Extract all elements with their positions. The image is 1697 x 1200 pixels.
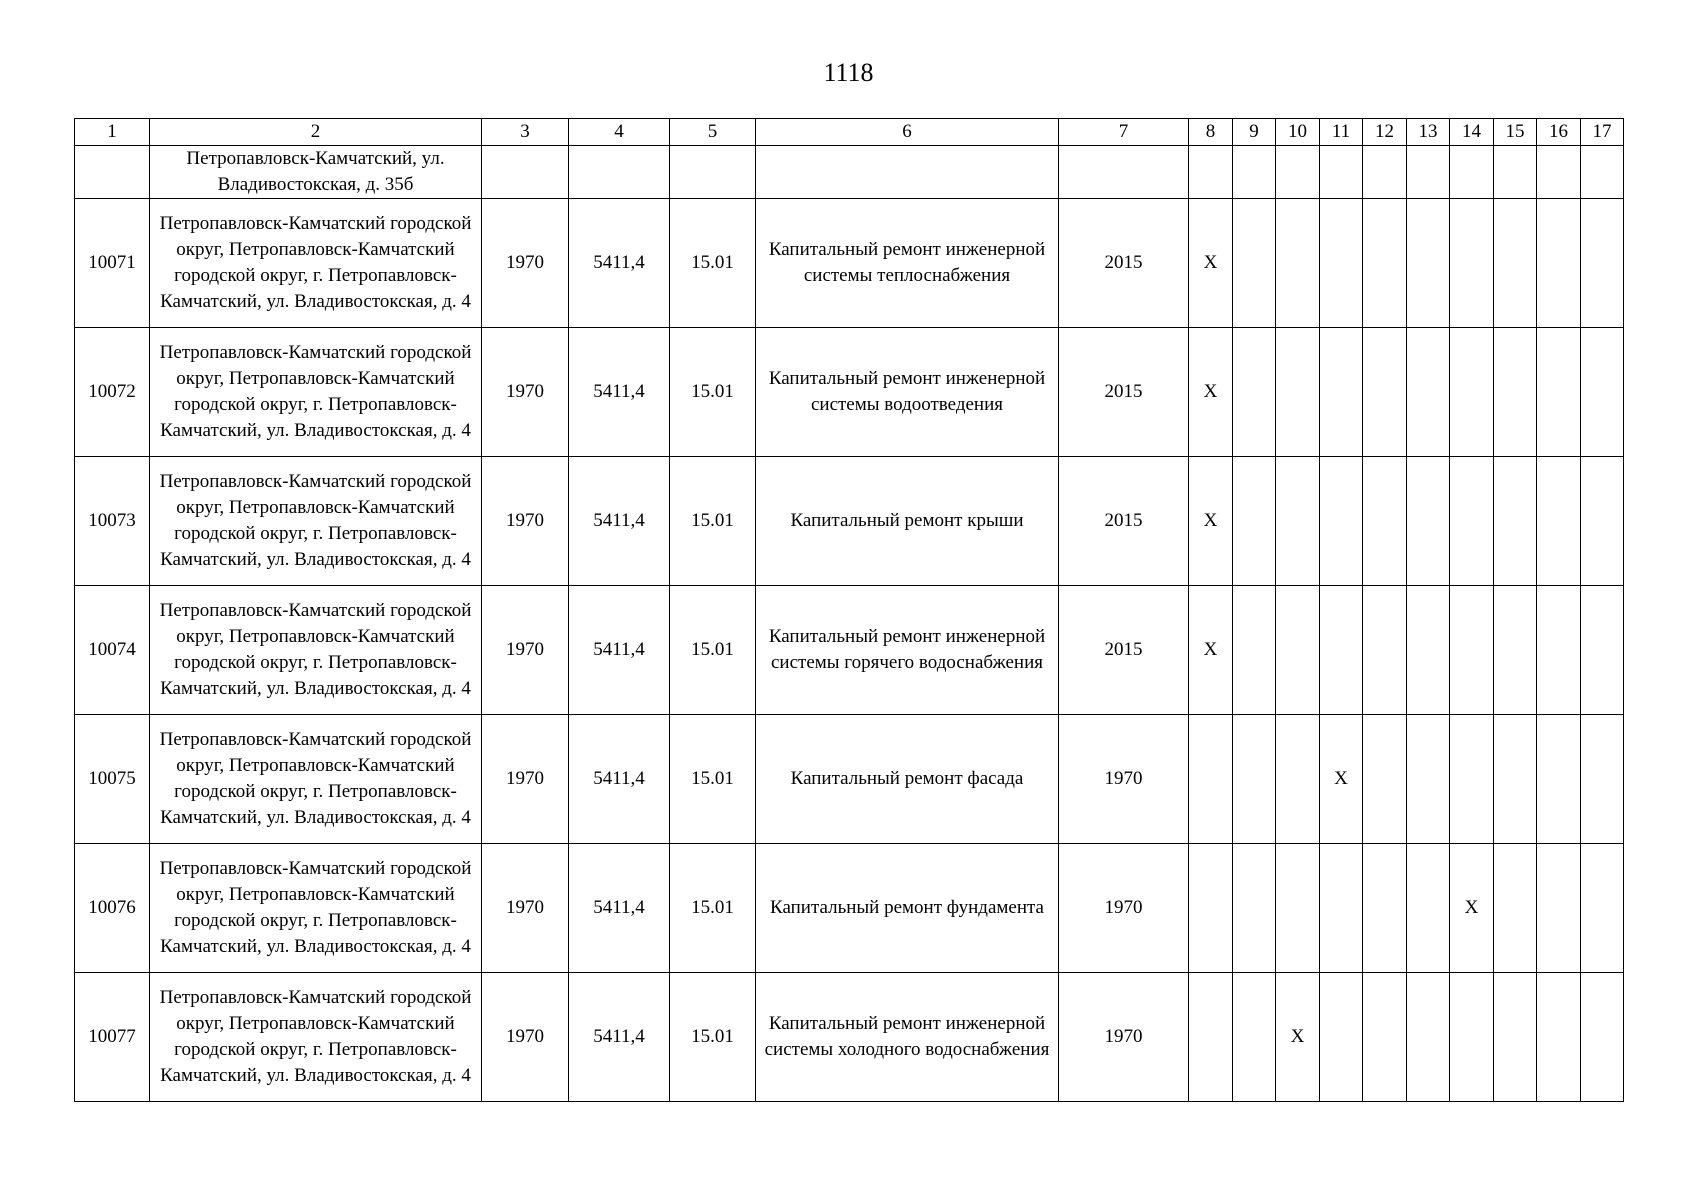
cell-id: 10077 <box>75 973 150 1102</box>
cell-year: 2015 <box>1059 199 1189 328</box>
column-header: 14 <box>1450 119 1494 146</box>
cell-mark-16 <box>1537 973 1581 1102</box>
cell-mark-9 <box>1233 457 1276 586</box>
cell-mark-11 <box>1320 457 1363 586</box>
cell-address: Петропавловск-Камчатский городской округ, Петропавловск-Камчатский городской округ, г. Петропавловск-Камчатский, ул. Владивостокская, д. 4 <box>150 328 482 457</box>
table-header <box>75 119 1624 146</box>
cell-work-type: Капитальный ремонт инженерной системы холодного водоснабжения <box>756 973 1059 1102</box>
cell-year: 1970 <box>1059 844 1189 973</box>
cell-year-built: 1970 <box>482 328 569 457</box>
column-header: 4 <box>569 119 670 146</box>
cell-mark-11 <box>1320 199 1363 328</box>
cell-mark-15 <box>1494 715 1537 844</box>
cell-empty <box>482 146 569 199</box>
cell-mark-8: X <box>1189 199 1233 328</box>
cell-mark-11 <box>1320 586 1363 715</box>
cell-empty <box>1494 146 1537 199</box>
cell-id: 10076 <box>75 844 150 973</box>
cell-address: Петропавловск-Камчатский городской округ, Петропавловск-Камчатский городской округ, г. Петропавловск-Камчатский, ул. Владивостокская, д. 4 <box>150 715 482 844</box>
cell-year-built: 1970 <box>482 586 569 715</box>
table-row <box>75 844 1624 973</box>
table-row <box>75 715 1624 844</box>
cell-area: 5411,4 <box>569 199 670 328</box>
cell-mark-12 <box>1363 199 1407 328</box>
page-number: 1118 <box>823 58 874 87</box>
cell-mark-13 <box>1407 844 1450 973</box>
column-header: 3 <box>482 119 569 146</box>
cell-mark-9 <box>1233 844 1276 973</box>
cell-year-built: 1970 <box>482 199 569 328</box>
cell-empty <box>1407 146 1450 199</box>
cell-mark-11: X <box>1320 715 1363 844</box>
cell-mark-8: X <box>1189 586 1233 715</box>
cell-mark-10 <box>1276 328 1320 457</box>
cell-code: 15.01 <box>670 715 756 844</box>
cell-mark-14 <box>1450 328 1494 457</box>
continuation-row <box>75 146 1624 199</box>
cell-mark-14: X <box>1450 844 1494 973</box>
cell-mark-17 <box>1581 973 1624 1102</box>
cell-mark-17 <box>1581 715 1624 844</box>
cell-work-type: Капитальный ремонт инженерной системы горячего водоснабжения <box>756 586 1059 715</box>
table-row <box>75 973 1624 1102</box>
cell-empty <box>569 146 670 199</box>
cell-mark-10 <box>1276 586 1320 715</box>
cell-mark-8: X <box>1189 457 1233 586</box>
cell-mark-8 <box>1189 844 1233 973</box>
cell-mark-9 <box>1233 973 1276 1102</box>
cell-work-type: Капитальный ремонт крыши <box>756 457 1059 586</box>
cell-code: 15.01 <box>670 457 756 586</box>
cell-mark-8 <box>1189 973 1233 1102</box>
table-row <box>75 457 1624 586</box>
cell-code: 15.01 <box>670 586 756 715</box>
column-header: 16 <box>1537 119 1581 146</box>
cell-empty <box>1276 146 1320 199</box>
cell-year-built: 1970 <box>482 844 569 973</box>
cell-mark-14 <box>1450 715 1494 844</box>
cell-mark-9 <box>1233 586 1276 715</box>
cell-mark-10 <box>1276 457 1320 586</box>
cell-empty <box>1450 146 1494 199</box>
table-row <box>75 328 1624 457</box>
cell-mark-15 <box>1494 199 1537 328</box>
cell-mark-12 <box>1363 457 1407 586</box>
cell-address: Петропавловск-Камчатский городской округ, Петропавловск-Камчатский городской округ, г. Петропавловск-Камчатский, ул. Владивостокская, д. 4 <box>150 199 482 328</box>
cell-mark-14 <box>1450 973 1494 1102</box>
cell-mark-16 <box>1537 457 1581 586</box>
cell-id: 10071 <box>75 199 150 328</box>
cell-mark-12 <box>1363 715 1407 844</box>
column-header: 7 <box>1059 119 1189 146</box>
cell-area: 5411,4 <box>569 457 670 586</box>
cell-id <box>75 146 150 199</box>
cell-mark-17 <box>1581 457 1624 586</box>
cell-code: 15.01 <box>670 844 756 973</box>
cell-mark-16 <box>1537 844 1581 973</box>
cell-mark-13 <box>1407 457 1450 586</box>
cell-mark-17 <box>1581 844 1624 973</box>
cell-mark-16 <box>1537 715 1581 844</box>
cell-address: Петропавловск-Камчатский городской округ, Петропавловск-Камчатский городской округ, г. Петропавловск-Камчатский, ул. Владивостокская, д. 4 <box>150 457 482 586</box>
column-header: 11 <box>1320 119 1363 146</box>
cell-empty <box>756 146 1059 199</box>
cell-year-built: 1970 <box>482 715 569 844</box>
cell-year: 1970 <box>1059 715 1189 844</box>
column-header: 2 <box>150 119 482 146</box>
header-row <box>75 119 1624 146</box>
cell-mark-15 <box>1494 973 1537 1102</box>
cell-empty <box>670 146 756 199</box>
register-table <box>74 118 1624 1102</box>
cell-empty <box>1363 146 1407 199</box>
cell-code: 15.01 <box>670 973 756 1102</box>
cell-empty <box>1233 146 1276 199</box>
column-header: 6 <box>756 119 1059 146</box>
column-header: 8 <box>1189 119 1233 146</box>
column-header: 17 <box>1581 119 1624 146</box>
cell-mark-15 <box>1494 457 1537 586</box>
cell-area: 5411,4 <box>569 715 670 844</box>
cell-mark-11 <box>1320 973 1363 1102</box>
cell-mark-15 <box>1494 844 1537 973</box>
cell-address: Петропавловск-Камчатский городской округ, Петропавловск-Камчатский городской округ, г. Петропавловск-Камчатский, ул. Владивостокская, д. 4 <box>150 973 482 1102</box>
cell-mark-14 <box>1450 457 1494 586</box>
cell-mark-15 <box>1494 586 1537 715</box>
column-header: 13 <box>1407 119 1450 146</box>
cell-empty <box>1189 146 1233 199</box>
cell-mark-10 <box>1276 199 1320 328</box>
cell-mark-11 <box>1320 328 1363 457</box>
cell-code: 15.01 <box>670 328 756 457</box>
column-header: 12 <box>1363 119 1407 146</box>
cell-mark-12 <box>1363 586 1407 715</box>
cell-year: 1970 <box>1059 973 1189 1102</box>
column-header: 10 <box>1276 119 1320 146</box>
cell-mark-8 <box>1189 715 1233 844</box>
cell-year: 2015 <box>1059 457 1189 586</box>
cell-mark-17 <box>1581 586 1624 715</box>
cell-address: Петропавловск-Камчатский городской округ, Петропавловск-Камчатский городской округ, г. Петропавловск-Камчатский, ул. Владивостокская, д. 4 <box>150 844 482 973</box>
cell-work-type: Капитальный ремонт инженерной системы теплоснабжения <box>756 199 1059 328</box>
cell-empty <box>1059 146 1189 199</box>
table-row <box>75 586 1624 715</box>
cell-mark-8: X <box>1189 328 1233 457</box>
cell-mark-12 <box>1363 328 1407 457</box>
cell-work-type: Капитальный ремонт фундамента <box>756 844 1059 973</box>
cell-area: 5411,4 <box>569 586 670 715</box>
cell-mark-16 <box>1537 328 1581 457</box>
cell-empty <box>1537 146 1581 199</box>
column-header: 5 <box>670 119 756 146</box>
table-body <box>75 146 1624 1102</box>
cell-empty <box>1581 146 1624 199</box>
column-header: 15 <box>1494 119 1537 146</box>
cell-work-type: Капитальный ремонт фасада <box>756 715 1059 844</box>
cell-mark-13 <box>1407 328 1450 457</box>
column-header: 9 <box>1233 119 1276 146</box>
cell-year: 2015 <box>1059 328 1189 457</box>
cell-year: 2015 <box>1059 586 1189 715</box>
cell-mark-11 <box>1320 844 1363 973</box>
cell-mark-10 <box>1276 844 1320 973</box>
cell-mark-9 <box>1233 199 1276 328</box>
cell-mark-12 <box>1363 973 1407 1102</box>
cell-address: Петропавловск-Камчатский городской округ, Петропавловск-Камчатский городской округ, г. Петропавловск-Камчатский, ул. Владивостокская, д. 4 <box>150 586 482 715</box>
cell-mark-10 <box>1276 715 1320 844</box>
cell-mark-17 <box>1581 328 1624 457</box>
cell-year-built: 1970 <box>482 973 569 1102</box>
cell-mark-13 <box>1407 973 1450 1102</box>
cell-mark-16 <box>1537 199 1581 328</box>
cell-mark-13 <box>1407 199 1450 328</box>
cell-address: Петропавловск-Камчатский, ул. Владивостокская, д. 35б <box>150 146 482 199</box>
cell-mark-17 <box>1581 199 1624 328</box>
cell-id: 10074 <box>75 586 150 715</box>
cell-empty <box>1320 146 1363 199</box>
cell-mark-16 <box>1537 586 1581 715</box>
table-row <box>75 199 1624 328</box>
cell-mark-13 <box>1407 586 1450 715</box>
cell-work-type: Капитальный ремонт инженерной системы водоотведения <box>756 328 1059 457</box>
cell-area: 5411,4 <box>569 973 670 1102</box>
cell-mark-9 <box>1233 715 1276 844</box>
cell-mark-15 <box>1494 328 1537 457</box>
cell-id: 10073 <box>75 457 150 586</box>
cell-mark-9 <box>1233 328 1276 457</box>
cell-id: 10072 <box>75 328 150 457</box>
cell-code: 15.01 <box>670 199 756 328</box>
cell-mark-12 <box>1363 844 1407 973</box>
cell-mark-13 <box>1407 715 1450 844</box>
cell-area: 5411,4 <box>569 844 670 973</box>
cell-mark-10: X <box>1276 973 1320 1102</box>
cell-mark-14 <box>1450 199 1494 328</box>
column-header: 1 <box>75 119 150 146</box>
cell-year-built: 1970 <box>482 457 569 586</box>
cell-area: 5411,4 <box>569 328 670 457</box>
cell-mark-14 <box>1450 586 1494 715</box>
cell-id: 10075 <box>75 715 150 844</box>
